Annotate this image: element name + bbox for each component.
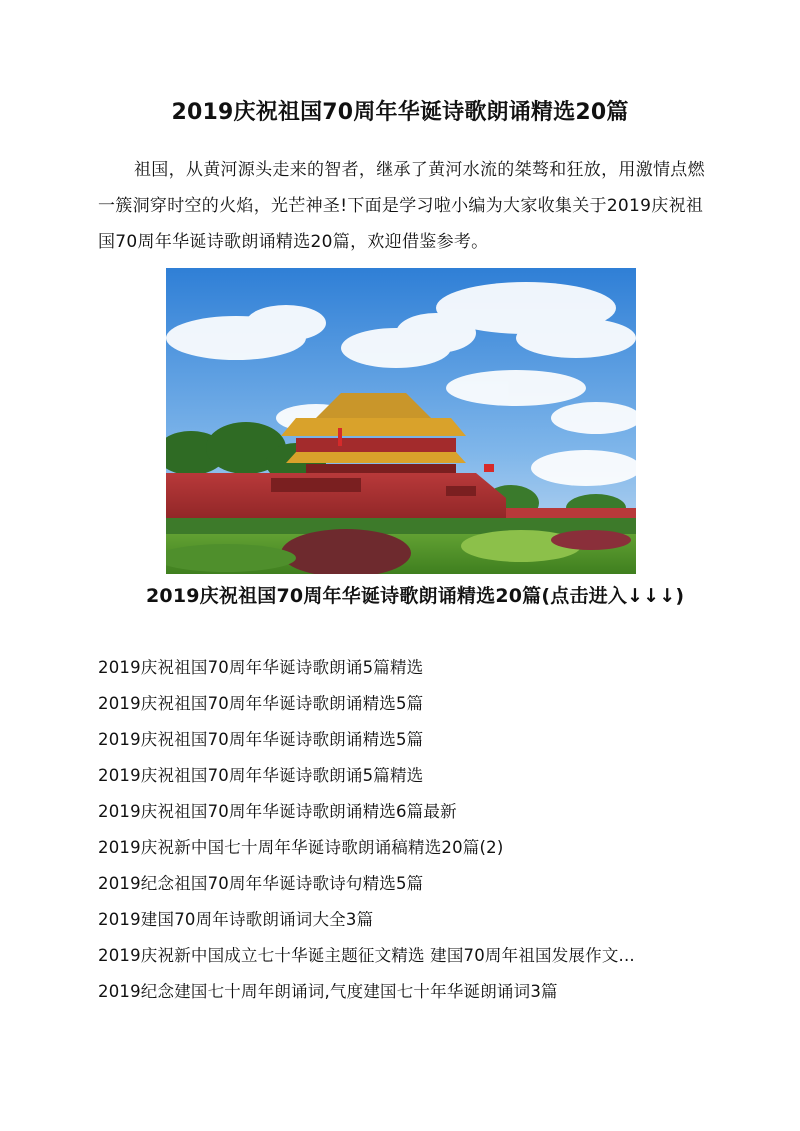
document-title: 2019庆祝祖国70周年华诞诗歌朗诵精选20篇 <box>171 100 629 125</box>
article-link[interactable]: 2019庆祝祖国70周年华诞诗歌朗诵5篇精选 <box>98 766 424 785</box>
tiananmen-photo <box>166 268 636 574</box>
article-link[interactable]: 2019庆祝新中国七十周年华诞诗歌朗诵稿精选20篇(2) <box>98 838 504 857</box>
article-link[interactable]: 2019纪念建国七十周年朗诵词,气度建国七十年华诞朗诵词3篇 <box>98 982 558 1001</box>
article-link[interactable]: 2019庆祝新中国成立七十华诞主题征文精选 建国70周年祖国发展作文... <box>98 946 635 965</box>
article-link[interactable]: 2019庆祝祖国70周年华诞诗歌朗诵精选6篇最新 <box>98 802 457 821</box>
article-link[interactable]: 2019庆祝祖国70周年华诞诗歌朗诵5篇精选 <box>98 658 424 677</box>
article-link-list <box>98 650 718 1010</box>
article-link[interactable]: 2019庆祝祖国70周年华诞诗歌朗诵精选5篇 <box>98 730 424 749</box>
intro-paragraph: 祖国，从黄河源头走来的智者，继承了黄河水流的桀骜和狂放，用激情点燃一簇洞穿时空的火焰，光芒神圣!下面是学习啦小编为大家收集关于2019庆祝祖国70周年华诞诗歌朗诵精选20篇，欢迎借鉴参考。 <box>98 160 705 252</box>
article-link[interactable]: 2019纪念祖国70周年华诞诗歌诗句精选5篇 <box>98 874 424 893</box>
section-heading: 2019庆祝祖国70周年华诞诗歌朗诵精选20篇(点击进入↓↓↓) <box>146 585 685 607</box>
article-link[interactable]: 2019庆祝祖国70周年华诞诗歌朗诵精选5篇 <box>98 694 424 713</box>
article-link[interactable]: 2019建国70周年诗歌朗诵词大全3篇 <box>98 910 374 929</box>
